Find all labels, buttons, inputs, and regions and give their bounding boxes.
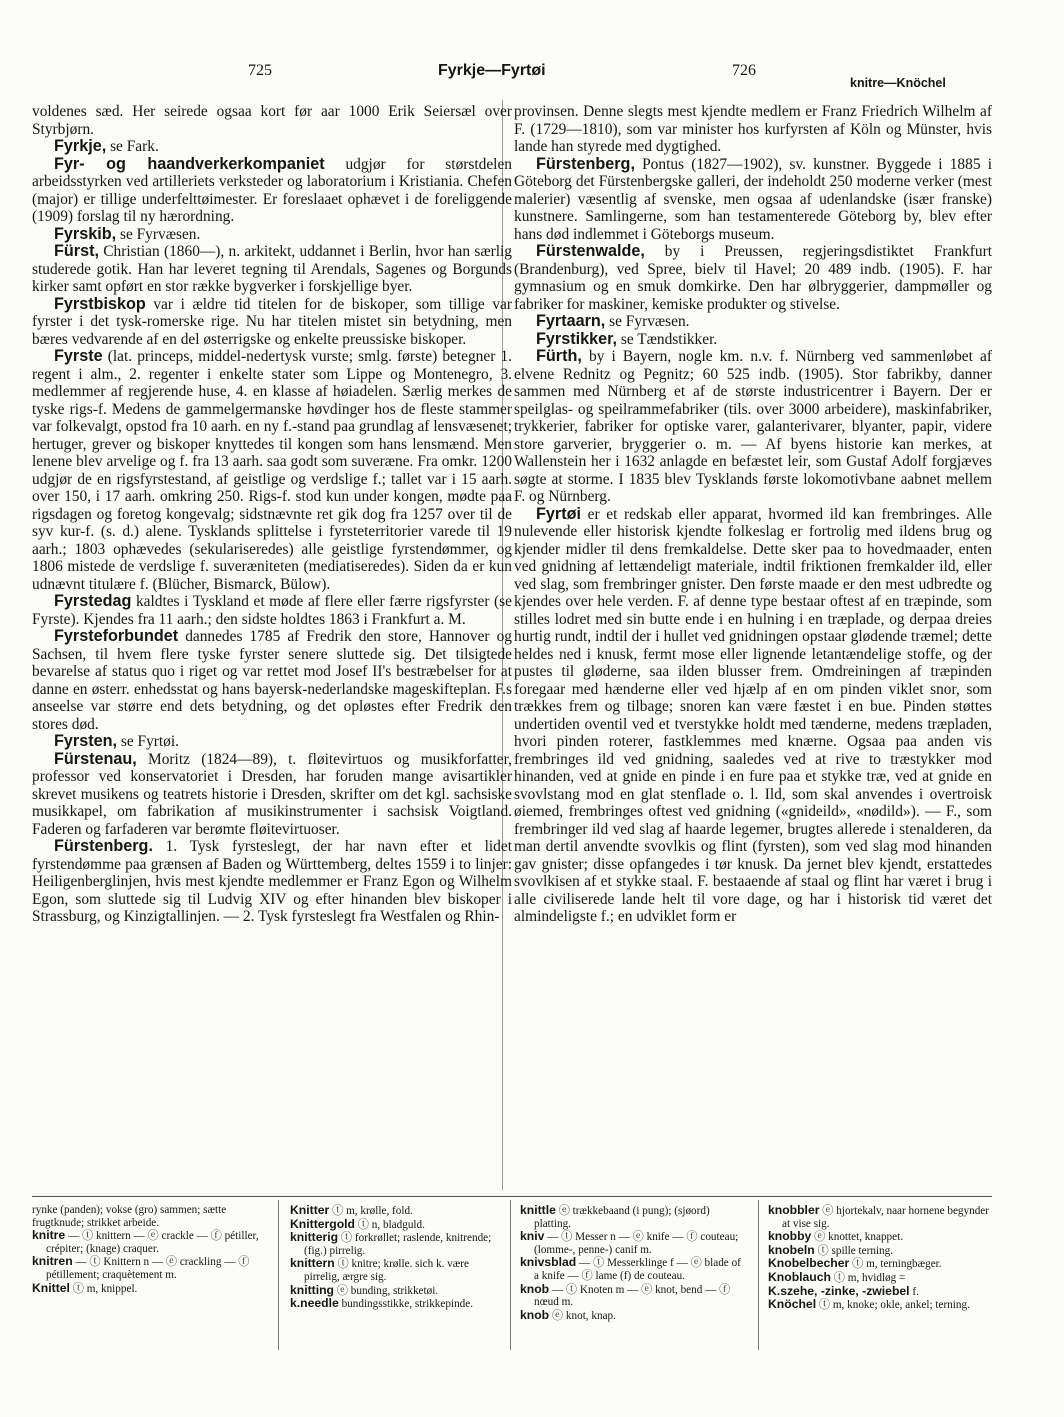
headword: Knoblauch bbox=[768, 1269, 831, 1284]
entry-text: er et redskab eller apparat, hvormed ild kan frembringes. Alle nulevende eller historisk kjendte folkeslag er fortrolig med ildens brug og kjender midler til dens fremkaldelse. Dette sker paa to hovedmaader, enten ved gnidning af lettændeligt materiale, indtil friktionen fremkalder ild, eller ved slag, som frembringer gnister. Den første maade er den mest udbredte og kjendes over hele verden. F. af denne type bestaar oftest af en træpinde, som stilles lodret med sin butte ende i en hulning i en træplade, og derpaa dreies hurtig rundt, indtil der i hullet ved gnidningen opstaar glødende træmel; dette heldes ned i knusk, fermt mose eller lignende letantændelige stoffe, og der pustes til gløderne, saa ilden blusser frem. Omdreiningen af træpinden foregaar med hænderne eller ved hjælp af en om pinden viklet snor, som trækkes frem og tilbage; snoren kan være fæstet i en bue. Pinden støttes undertiden oventil ved et tverstykke holdt med tænderne, medens træpladen, hvori pinden roterer, fastklemmes med knærne. Ogsaa paa anden vis frembringes ild ved gnidning, saaledes ved at rive to træstykker mod hinanden, ved at gnide en pinde i en fure paa et stykke træ, ved at gnide en svovlstang mod en glat stenflade o. l. Ild, som skal anvendes i overtroisk øiemed, frembringes oftest ved gnidning («gnideild», «nødild»). — F., som frembringer ild ved slag af haarde legemer, brugtes allerede i stenalderen, da man dertil anvendte svovlkis og flint (fyrsten), som ved slag mod hinanden gav gnister; disse opfangedes i tør knusk. Da jernet blev kjendt, erstattedes svovlkisen af et stykke staal. F. bestaaende af staal og flint har været i brug i alle civiliserede lande helt til vore dage, og har i historisk tid været det almindeligste f.; en udviklet form er bbox=[514, 505, 993, 925]
glossary-column-3 bbox=[520, 1204, 748, 1322]
headword: Fürstenberg. bbox=[54, 837, 153, 855]
glossary-entry bbox=[290, 1204, 498, 1218]
entry-text: rynke (panden); vokse (gro) sammen; sætte frugtknude; strikket arbeide. bbox=[32, 1204, 227, 1229]
glossary-divider bbox=[758, 1200, 759, 1350]
glossary-entry bbox=[768, 1271, 992, 1285]
headword: Fürstenberg, bbox=[536, 154, 635, 173]
entry-text: udgjør for størstdelen arbeidsstyrken ved artilleriets verksteder og laboratorium i Kristiania. Chefen (major) er tillige underfelttøimester. Er foreslaaet ophævet i de foreliggende (1909) forslag til ny hærordning. bbox=[32, 155, 512, 225]
headword: knittern bbox=[290, 1256, 335, 1271]
entry-text: Christian (1860—), n. arkitekt, uddannet i Berlin, hvor han særlig studerede gotik. Han har leveret tegning til Arendals, Sagenes og Borgunds kirker samt opført en stor række bygverker i forskjellige byer. bbox=[32, 243, 512, 295]
entry-text: ⓔ knottet, knappet. bbox=[814, 1231, 904, 1244]
glossary-divider bbox=[278, 1200, 279, 1350]
page-number-left: 725 bbox=[248, 62, 272, 79]
entry-text: ⓣ m, hvidløg = bbox=[833, 1271, 906, 1284]
glossary-entry bbox=[290, 1297, 498, 1311]
glossary-column-4 bbox=[768, 1204, 992, 1312]
glossary-entry bbox=[290, 1257, 498, 1283]
dictionary-entry bbox=[514, 243, 992, 313]
glossary-column-1 bbox=[32, 1204, 264, 1295]
page-header bbox=[0, 60, 1064, 100]
entry-text: se Fark. bbox=[110, 138, 159, 155]
entry-text: var i ældre tid titelen for de biskoper, som tillige var fyrster i det tysk-romerske rige. Nu har titelen mistet sin betydning, men bæres vedvarende af en del østerrigske og enkelte preussiske biskoper. bbox=[32, 295, 512, 348]
entry-text: by i Bayern, nogle km. n.v. f. Nürnberg ved sammenløbet af elvene Rednitz og Pegnitz; 60 525 indb. (1905). Stor fabrikby, danner sammen med Nürnberg et af de største industricentrer i Bayern. Der er speilglas- og speilrammefabriker (tils. over 3000 arbeidere), maskinfabriker, trykkerier, fabriker for optiske varer, galanterivarer, blyanter, papir, videre store garverier, bryggerier o. m. — Af byens historie kan merkes, at Wallenstein her i 1632 anlagde en befæstet leir, som Gustaf Adolf forgjæves søgte at storme. I 1835 blev Tysklands første lokomotivbane aabnet mellem F. og Nürnberg. bbox=[514, 348, 992, 505]
glossary-column-2 bbox=[290, 1204, 498, 1311]
headword: knivsblad bbox=[520, 1255, 577, 1270]
entry-text: (lat. princeps, middel-nedertysk vurste; smlg. første) betegner 1. regent i alm., 2. regenter i enkelte stater som Lippe og Montenegro, 3. medlemmer af regjerende huse, 4. en klasse af høiadelen. Særlig merkes de tyske rigs-f. Medens de gammelgermanske høvdinger hos de fleste stammer var folkevalgt, opstod fra 10 aarh. en ny f.-stand paa grundlag af lensvæsenet; hertuger, grever og biskoper knyttedes til kongen som hans lensmænd. Men lenene blev arvelige og f. fra 13 aarh. saa godt som suveræne. Fra omkr. 1200 udgjør de en rigsfyrstestand, af geistlige og verdslige f.; tallet var i 15 aarh. over 150, i 17 aarh. omkring 250. Rigs-f. stod kun under kongen, mødte paa rigsdagen og foretog kongevalg; sidstnævnte ret gik dog fra 1257 over til de syv kur-f. (s. d.) alene. Tysklands splittelse i fyrsteterritorier varede til 19 aarh.; 1803 ophævedes (sekulariseredes) alle geistlige fyrstendømmer, og 1806 mistede de verdslige f. suveræniteten (mediatiseredes). Siden da er kun udnævnt titulære f. (Blücher, Bismarck, Bülow). bbox=[32, 348, 512, 593]
glossary-entry bbox=[768, 1204, 992, 1230]
glossary-entry bbox=[520, 1309, 748, 1323]
entry-text: kaldtes i Tyskland et møde af flere eller færre rigsfyrster (se Fyrste). Kjendes fra 11 aarh.; den sidste holdtes 1863 i Frankfurt a. M. bbox=[32, 593, 512, 628]
dictionary-entry bbox=[32, 103, 512, 138]
entry-text: se Fyrtøi. bbox=[120, 733, 179, 750]
entry-text: 1. Tysk fyrsteslegt, der har navn efter et lidet fyrstendømme paa grænsen af Baden og Württemberg, deltes 1559 i to linjer: Heiligenberglinjen, hvis mest kjendte medlemmer er Franz Egon og Wilhelm Egon, som sluttede sig til Ludvig XIV og efter hinanden blev biskoper i Strassburg, og Kinzigtallinjen. — 2. Tysk fyrsteslegt fra Westfalen og Rhin- bbox=[32, 838, 512, 925]
glossary-entry bbox=[32, 1204, 264, 1229]
entry-text: by i Preussen, regjeringsdistiktet Frankfurt (Brandenburg), ved Spree, bielv til Havel; 20 489 indb. (1905). F. har gymnasium og en smuk domkirke. Den har ølbryggerier, dampmøller og fabriker for maskiner, kemiske produkter og stivelse. bbox=[514, 243, 992, 313]
glossary-entry bbox=[520, 1230, 748, 1256]
glossary-entry bbox=[768, 1230, 992, 1244]
entry-text: f. bbox=[912, 1285, 919, 1298]
dictionary-entry bbox=[32, 838, 512, 926]
headword: Fürst, bbox=[54, 242, 99, 260]
headword: knitren bbox=[32, 1254, 73, 1269]
headword: Fyrste bbox=[54, 347, 103, 365]
headword: Fyrstedag bbox=[54, 592, 132, 610]
entry-text: — ⓣ Messer n — ⓔ knife — ⓕ couteau; (lomme-, penne-) canif m. bbox=[534, 1231, 739, 1256]
headword: knitre bbox=[32, 1228, 66, 1243]
entry-text: — ⓣ Knittern n — ⓔ crackling — ⓕ pétillement; craquètement m. bbox=[46, 1256, 250, 1281]
headword: knob bbox=[520, 1281, 550, 1296]
headword: Fyrskib, bbox=[54, 224, 117, 243]
entry-text: — ⓣ knittern — ⓔ crackle — ⓕ pétiller, crépiter; (knage) craquer. bbox=[46, 1230, 259, 1255]
headword: knitterig bbox=[290, 1230, 339, 1245]
glossary-entry bbox=[768, 1257, 992, 1271]
dictionary-entry bbox=[32, 751, 512, 839]
glossary-entry bbox=[768, 1285, 992, 1299]
glossary-entry bbox=[520, 1204, 748, 1230]
dictionary-entry bbox=[514, 156, 992, 244]
entry-text: ⓣ forkrøllet; raslende, knitrende; (fig.) pirrelig. bbox=[304, 1232, 492, 1257]
entry-text: ⓔ hjortekalv, naar hornene begynder at vise sig. bbox=[782, 1205, 989, 1230]
entry-text: ⓔ bunding, strikketøi. bbox=[336, 1284, 439, 1297]
headword: Fyrtøi bbox=[536, 504, 581, 523]
headword: knobbler bbox=[768, 1203, 820, 1217]
headword: kniv bbox=[520, 1229, 545, 1244]
headword: knobby bbox=[768, 1229, 812, 1244]
headword: knittle bbox=[520, 1203, 556, 1217]
glossary-divider bbox=[510, 1200, 511, 1350]
headword: Fürstenau, bbox=[54, 749, 137, 768]
dictionary-entry bbox=[32, 593, 512, 628]
dictionary-entry bbox=[32, 628, 512, 733]
entry-text: ⓣ m, knoke; okle, ankel; terning. bbox=[818, 1299, 970, 1312]
headword: Fyrsteforbundet bbox=[54, 627, 179, 645]
entry-text: se Tændstikker. bbox=[620, 330, 718, 348]
entry-text: — ⓣ Knoten m — ⓔ knot, bend — ⓕ nœud m. bbox=[534, 1283, 731, 1309]
entry-text: ⓣ m, terningbæger. bbox=[852, 1258, 942, 1271]
entry-text: se Fyrvæsen. bbox=[609, 313, 690, 330]
headword: Knobelbecher bbox=[768, 1256, 850, 1271]
entry-text: ⓣ m, krølle, fold. bbox=[332, 1205, 413, 1217]
headword: knobeln bbox=[768, 1242, 815, 1257]
dictionary-entry bbox=[32, 226, 512, 244]
entry-text: se Fyrvæsen. bbox=[119, 225, 201, 243]
entry-text: dannedes 1785 af Fredrik den store, Hannover og Sachsen, til hvem flere tyske fyrster senere sluttede sig. Det tilsigtede bevarelse af status quo i riget og var rettet mod Josef II's bestræbelser for at danne en østerr. enhedsstat og hans bayersk-nederlandske mageskifteplan. F.s anseelse var større end dets betydning, og det opløstes efter Fredrik den stores død. bbox=[32, 628, 512, 733]
page-number-right: 726 bbox=[732, 62, 756, 79]
glossary-entry bbox=[768, 1298, 992, 1312]
glossary-entry bbox=[768, 1244, 992, 1258]
headword: Fürstenwalde, bbox=[536, 242, 645, 260]
glossary-entry bbox=[290, 1284, 498, 1298]
dictionary-entry bbox=[32, 243, 512, 296]
headword: knitting bbox=[290, 1282, 335, 1297]
headword: Fyrstbiskop bbox=[54, 294, 146, 313]
entry-text: ⓣ m, knippel. bbox=[72, 1282, 138, 1295]
glossary-entry bbox=[290, 1231, 498, 1257]
entry-text: provinsen. Denne slegts mest kjendte medlem er Franz Friedrich Wilhelm af F. (1729—1810), som var minister hos kurfyrsten af Köln og Münster, hvis lande han styrede med dygtighed. bbox=[514, 103, 992, 155]
headword: Fyrsten, bbox=[54, 732, 117, 750]
glossary-entry bbox=[32, 1255, 264, 1281]
entry-text: ⓔ trækkebaand (i pung); (sjøord) platting. bbox=[534, 1205, 710, 1230]
entry-text: ⓣ knitre; krølle. sich k. være pirrelig, ærgre sig. bbox=[304, 1258, 469, 1283]
dictionary-entry bbox=[32, 733, 512, 751]
dictionary-entry bbox=[32, 156, 512, 226]
headword: Knöchel bbox=[768, 1297, 817, 1312]
entry-text: voldenes sæd. Her seirede ogsaa kort før aar 1000 Erik Seiersæl over Styrbjørn. bbox=[32, 103, 512, 138]
headword: K.szehe, -zinke, -zwiebel bbox=[768, 1283, 910, 1298]
headword: Fyrtaarn, bbox=[536, 312, 606, 330]
dictionary-entry bbox=[32, 296, 512, 349]
headword: Knitter bbox=[290, 1203, 330, 1217]
headword: Fyr- og haandverkerkompaniet bbox=[54, 154, 325, 173]
glossary-entry bbox=[290, 1218, 498, 1232]
right-column bbox=[514, 103, 992, 926]
headword: Knittergold bbox=[290, 1216, 355, 1231]
headword: k.needle bbox=[290, 1296, 339, 1311]
dictionary-entry bbox=[32, 348, 512, 593]
entry-text: ⓣ spille terning. bbox=[817, 1244, 894, 1257]
glossary-entry bbox=[32, 1282, 264, 1296]
glossary-entry bbox=[520, 1256, 748, 1282]
guide-words: knitre—Knöchel bbox=[850, 76, 946, 90]
dictionary-entry bbox=[32, 138, 512, 156]
glossary-entry bbox=[32, 1229, 264, 1255]
dictionary-entry bbox=[514, 348, 992, 506]
glossary-entry bbox=[520, 1283, 748, 1309]
page-title: Fyrkje—Fyrtøi bbox=[438, 62, 546, 79]
left-column bbox=[32, 103, 512, 926]
entry-text: — ⓣ Messerklinge f — ⓔ blade of a knife — ⓕ lame (f) de couteau. bbox=[534, 1257, 741, 1282]
dictionary-entry bbox=[514, 331, 992, 349]
headword: Fyrkje, bbox=[54, 137, 107, 155]
dictionary-entry bbox=[514, 506, 992, 926]
headword: Fürth, bbox=[536, 347, 582, 365]
headword: Knittel bbox=[32, 1280, 70, 1295]
glossary-rule bbox=[32, 1196, 992, 1197]
entry-text: Moritz (1824—89), t. fløitevirtuos og musikforfatter, professor ved konservatoriet i Dresden, har foruden mange avisartikler skrevet musikens og teatrets historie i Dresden, skrifter om det kgl. sachsiske musikkapel, om fabrikation af musikinstrumenter i sachsisk Voigtland. Faderen og farfaderen var berømte fløitevirtuoser. bbox=[32, 750, 512, 838]
headword: Fyrstikker, bbox=[536, 329, 617, 348]
entry-text: Pontus (1827—1902), sv. kunstner. Byggede i 1885 i Göteborg det Fürstenbergske galleri, der indeholdt 250 moderne verker (mest malerier) væsentlig af svenske, men ogsaa af udenlandske (især franske) kunstnere. Samlingerne, som han testamenterede Göteborg by, blev efter hans død indlemmet i Göteborgs museum. bbox=[514, 155, 992, 243]
entry-text: ⓔ knot, knap. bbox=[551, 1309, 616, 1322]
entry-text: bundingsstikke, strikkepinde. bbox=[341, 1298, 474, 1311]
entry-text: ⓣ n, bladguld. bbox=[357, 1218, 425, 1231]
headword: knob bbox=[520, 1307, 550, 1322]
dictionary-entry bbox=[514, 103, 992, 156]
dictionary-entry bbox=[514, 313, 992, 331]
